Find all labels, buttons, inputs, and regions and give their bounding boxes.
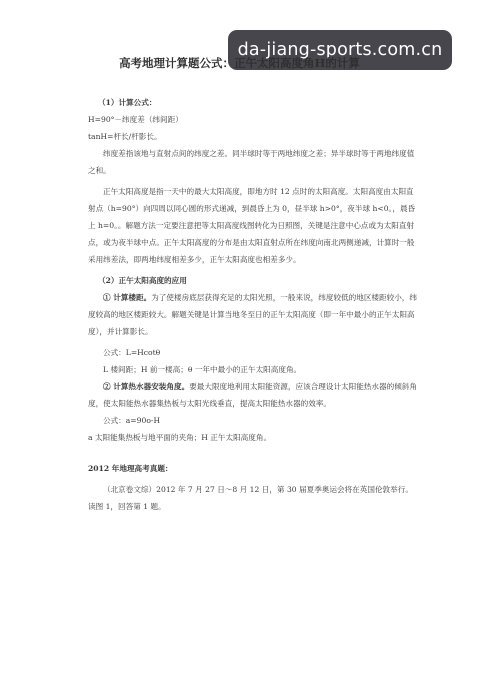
formula-line: tanH=杆长/杆影长。 bbox=[88, 132, 162, 141]
item-text: 要最大限度地利用太阳能资源，应该合理设计太阳能热水器的倾斜角度，使太阳能热水器集热板与太阳光线垂直，提高太阳能热水器的效率。 bbox=[88, 382, 417, 408]
formula-line: H=90°－纬度差（纬间距） bbox=[88, 115, 183, 124]
paragraph-noon-sun-altitude: 正午太阳高度是指一天中的最大太阳高度，即地方时 12 点时的太阳高度。太阳高度由太阳直射点（h=90°）向四周以同心圆的形式递减，到晨昏上为 0，昼半球 h>0°，夜半球 h<0。，晨昏上 h=0。。解题方法一定要注意把等太阳高度线图转化为日照图，关键是注意中心点或为太阳直射点，或为夜半球中点。正午太阳高度的分布是由太阳直射点所在纬度向南北两侧递减，计算时一般采用纬差法，即两地纬度相差多少，正午太阳高度也相差多少。 bbox=[88, 187, 416, 264]
item-text: 为了使楼房底层获得充足的太阳光照，一般来说，纬度较低的地区楼距较小，纬度较高的地区楼距较大。解题关键是计算当地冬至日的正午太阳高度（即一年中最小的正午太阳高度），并计算影长。 bbox=[88, 293, 417, 336]
item-label: ② 计算热水器安装角度。 bbox=[103, 382, 190, 391]
section-heading-exam: 2012 年地理高考真题： bbox=[88, 464, 173, 473]
formula-note: a 太阳能集热板与地平面的夹角；H 正午太阳高度角。 bbox=[88, 433, 272, 442]
paragraph-latitude-difference: 纬度差指该地与直射点间的纬度之差。同半球时等于两地纬度之差；异半球时等于两地纬度值之和。 bbox=[88, 149, 415, 175]
watermark-badge: da-jiang-sports.com.cn bbox=[228, 30, 452, 70]
paragraph-exam-question: （北京卷文综）2012 年 7 月 27 日～8 月 12 日，第 30 届夏季奥运会将在英国伦敦举行。读图 1，回答第 1 题。 bbox=[88, 485, 413, 511]
paragraph-heater-angle bbox=[88, 378, 420, 412]
formula-line: 公式：L=Hcotθ bbox=[103, 348, 161, 357]
document-body bbox=[88, 94, 420, 515]
section-heading-formula: （1）计算公式： bbox=[98, 98, 157, 107]
page-title: 高考地理计算题公式：正午太阳高度角H的计算 bbox=[119, 56, 360, 70]
item-label: ① 计算楼距。 bbox=[103, 293, 152, 302]
paragraph-building-distance bbox=[88, 289, 420, 340]
formula-note: L 楼间距；H 前一楼高；θ 一年中最小的正午太阳高度角。 bbox=[103, 365, 302, 374]
section-heading-application: （2）正午太阳高度的应用 bbox=[98, 276, 187, 285]
formula-line: 公式：a=90o-H bbox=[103, 416, 161, 425]
